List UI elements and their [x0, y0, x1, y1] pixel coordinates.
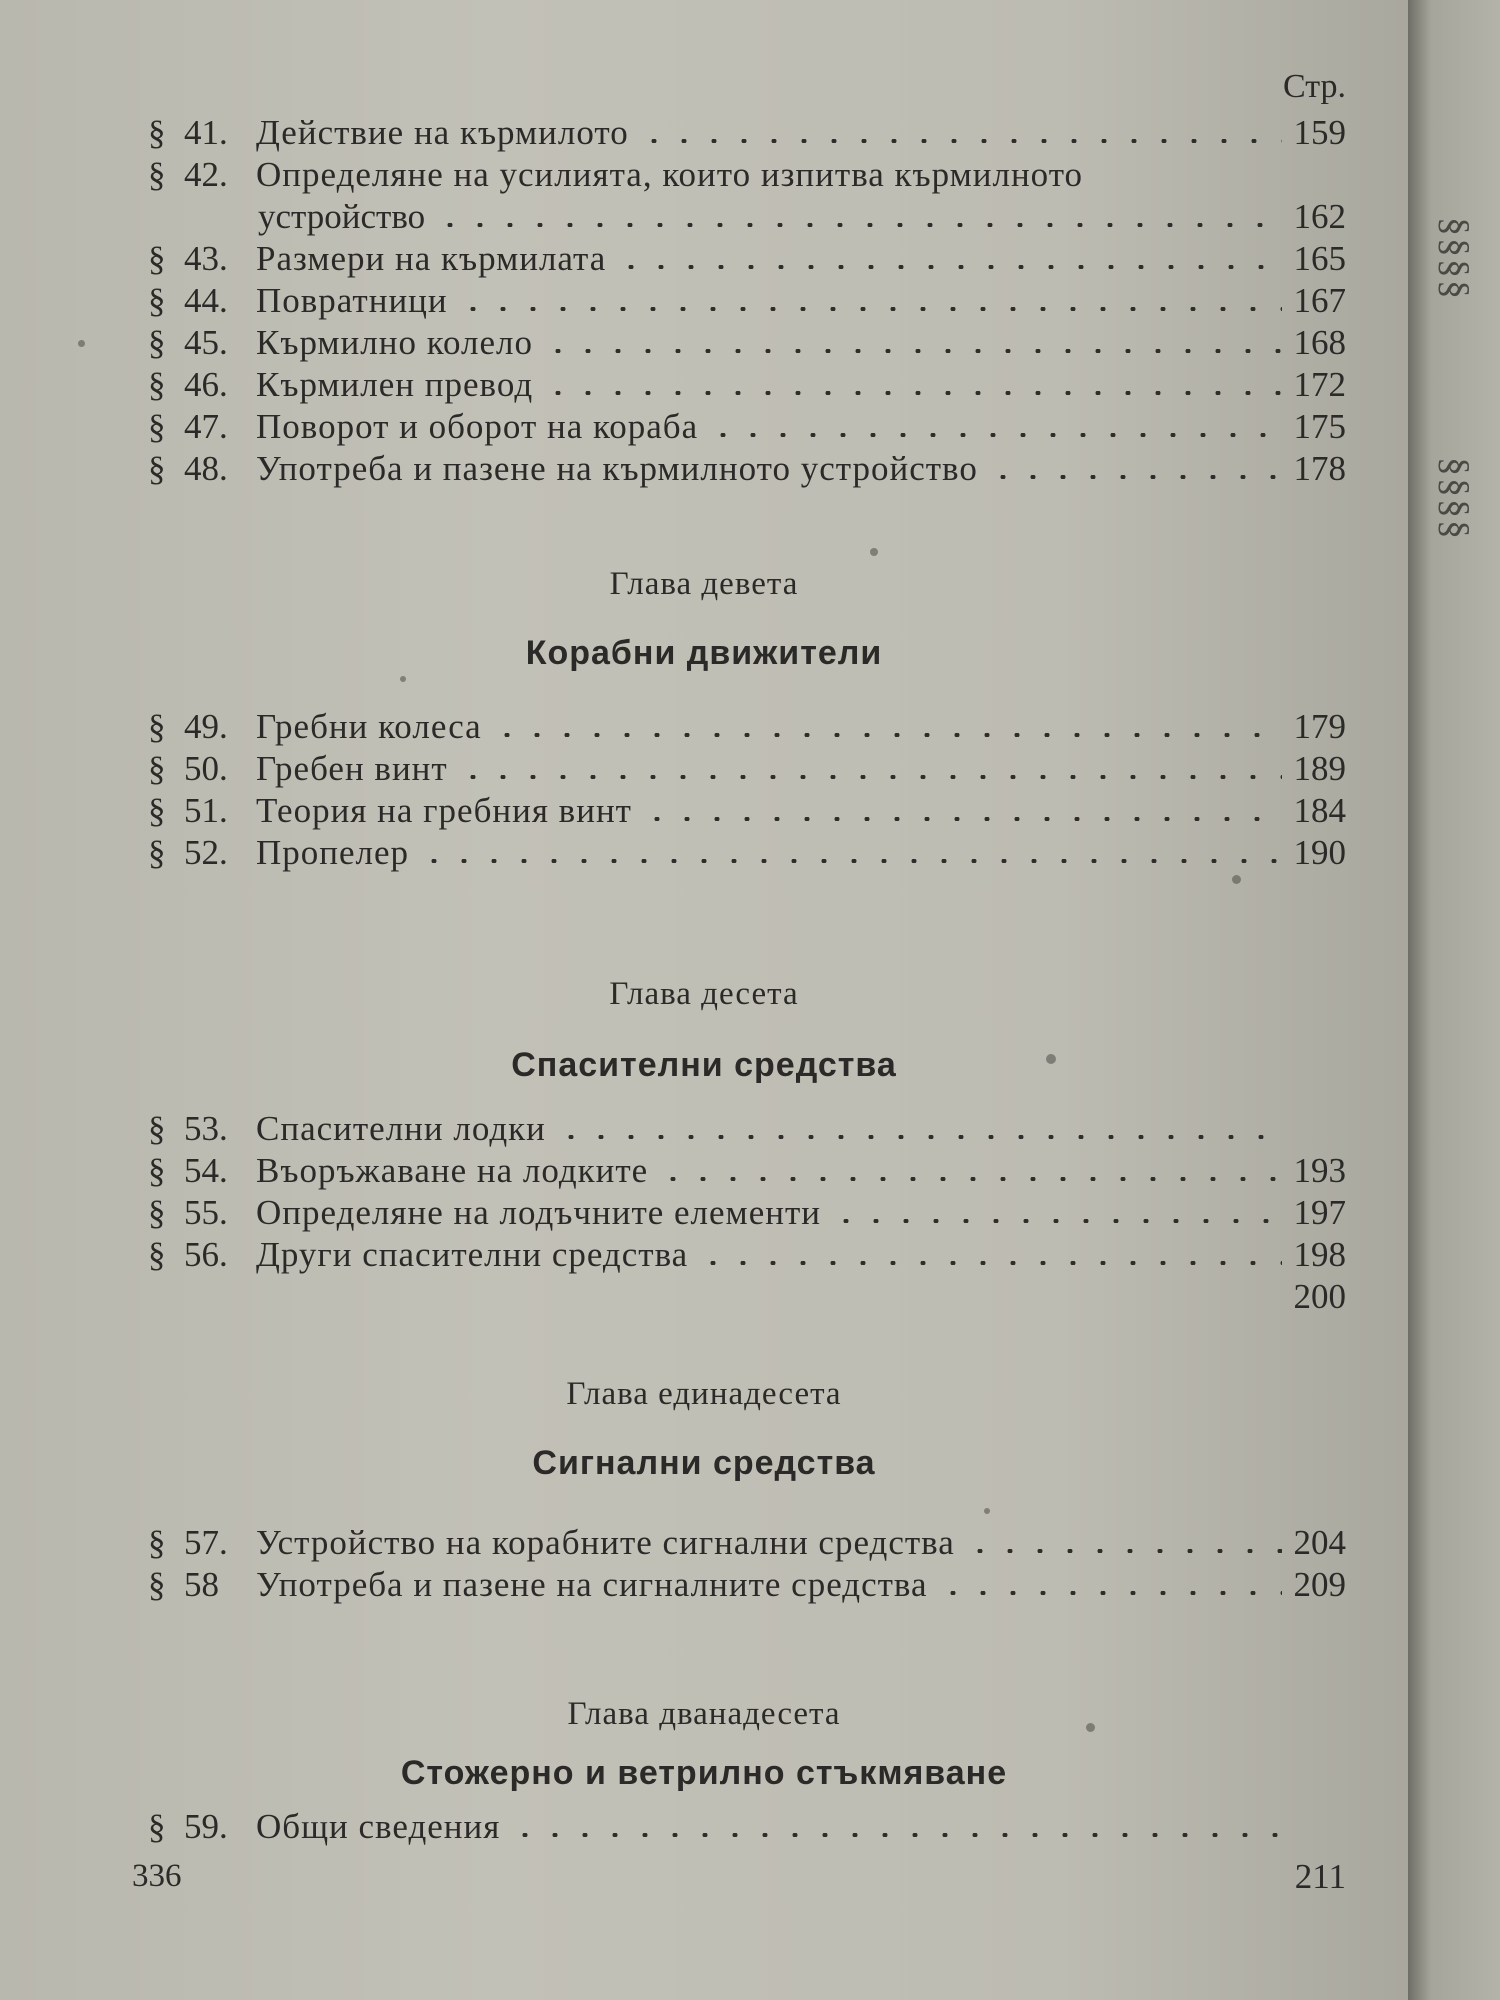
chapter-label: Глава девета [609, 566, 799, 602]
entry-title: Размери на кърмилата [256, 239, 607, 278]
dot-leader [419, 859, 1282, 863]
entry-page: 204 [1293, 1523, 1346, 1562]
page-column-header: Стр. [1282, 68, 1346, 105]
entry-page: 198 [1293, 1235, 1346, 1274]
page-folio-number: 336 [132, 1858, 182, 1894]
entry-title: Устройство на корабните сигнални средства [256, 1523, 955, 1562]
entry-title: Кърмилно колело [256, 323, 533, 362]
toc-entry-42 [148, 154, 1346, 196]
entry-title: Действие на кърмилото [256, 113, 629, 152]
section-sign: § [148, 833, 166, 872]
paper-speck [400, 676, 406, 682]
section-sign: § [148, 791, 166, 830]
toc-entry-42-continued [258, 196, 1346, 238]
toc-entry-56 [148, 1234, 1346, 1276]
dot-leader [642, 817, 1282, 821]
dot-leader [556, 1135, 1282, 1139]
entry-number: 57. [184, 1523, 228, 1562]
entry-title: Други спасителни средства [256, 1235, 689, 1274]
toc-entry-46 [148, 364, 1346, 406]
dot-leader [616, 265, 1282, 269]
dot-leader [435, 223, 1282, 227]
entry-number: 45. [184, 323, 228, 362]
dot-leader [965, 1549, 1282, 1553]
entry-number: 54. [184, 1151, 228, 1190]
toc-entry-54 [148, 1150, 1346, 1192]
entry-number: 46. [184, 365, 228, 404]
chapter-title: Спасителни средства [511, 1046, 897, 1084]
entry-number: 55. [184, 1193, 228, 1232]
dot-leader [458, 775, 1282, 779]
entry-number: 43. [184, 239, 228, 278]
chapter-title: Стожерно и ветрилно стъкмяване [400, 1754, 1008, 1792]
entry-number: 42. [184, 155, 228, 194]
entry-title: Гребен винт [256, 749, 448, 788]
entry-page: 162 [1293, 197, 1346, 236]
entry-title: Гребни колеса [256, 707, 482, 746]
section-sign: § [148, 749, 166, 788]
entry-title: Спасителни лодки [256, 1109, 546, 1148]
dot-leader [492, 733, 1282, 737]
toc-entry-49 [148, 706, 1346, 748]
toc-entry-51 [148, 790, 1346, 832]
entry-page: 189 [1293, 749, 1346, 788]
dot-leader [988, 475, 1282, 479]
dot-leader [543, 391, 1282, 395]
entry-page: 211 [1294, 1857, 1346, 1896]
entry-title: Поворот и оборот на кораба [256, 407, 699, 446]
chapter-label: Глава единадесета [566, 1376, 842, 1412]
entry-page: 172 [1293, 365, 1346, 404]
paper-speck [1086, 1723, 1095, 1732]
entry-number: 56. [184, 1235, 228, 1274]
facing-page-section-marks: §§§§ [1434, 217, 1476, 301]
entry-title: Повратници [256, 281, 448, 320]
section-sign: § [148, 707, 166, 746]
entry-number: 59. [184, 1807, 228, 1846]
entry-page: 209 [1293, 1565, 1346, 1604]
toc-entry-57 [148, 1522, 1346, 1564]
paper-speck [984, 1508, 990, 1514]
entry-number: 48. [184, 449, 228, 488]
dot-leader [698, 1261, 1282, 1265]
dot-leader [510, 1833, 1282, 1837]
section-sign: § [148, 1565, 166, 1604]
entry-number: 41. [184, 113, 228, 152]
entry-number: 44. [184, 281, 228, 320]
section-sign: § [148, 113, 166, 152]
entry-title: Кърмилен превод [256, 365, 534, 404]
section-sign: § [148, 365, 166, 404]
entry-number: 58 [184, 1565, 219, 1604]
entry-number: 52. [184, 833, 228, 872]
entry-number: 51. [184, 791, 228, 830]
toc-entry-44 [148, 280, 1346, 322]
entry-page: 190 [1293, 833, 1346, 872]
section-sign: § [148, 323, 166, 362]
dot-leader [639, 139, 1282, 143]
dot-leader [543, 349, 1282, 353]
section-sign: § [148, 1523, 166, 1562]
facing-page-edge [1408, 0, 1500, 2000]
section-sign: § [148, 155, 166, 194]
section-sign: § [148, 1235, 166, 1274]
toc-entry-50 [148, 748, 1346, 790]
chapter-label: Глава дванадесета [567, 1696, 841, 1732]
entry-page: 175 [1293, 407, 1346, 446]
entry-page: 178 [1293, 449, 1346, 488]
entry-title: Определяне на усилията, които изпитва кърмилното [256, 155, 1084, 194]
section-sign: § [148, 407, 166, 446]
entry-title: Употреба и пазене на кърмилното устройство [256, 449, 978, 488]
entry-page: 184 [1293, 791, 1346, 830]
section-sign: § [148, 1151, 166, 1190]
entry-title: Общи сведения [256, 1807, 501, 1846]
section-sign: § [148, 449, 166, 488]
chapter-title: Корабни движители [525, 634, 883, 672]
entry-number: 53. [184, 1109, 228, 1148]
paper-speck [870, 548, 878, 556]
chapter-title: Сигнални средства [532, 1444, 876, 1482]
dot-leader [831, 1219, 1282, 1223]
toc-entry-52 [148, 832, 1346, 874]
entry-number: 50. [184, 749, 228, 788]
entry-page: 197 [1293, 1193, 1346, 1232]
toc-entry-53 [148, 1108, 1346, 1150]
entry-title: Пропелер [256, 833, 410, 872]
entry-page: 168 [1293, 323, 1346, 362]
entry-title: устройство [258, 197, 426, 236]
toc-entry-55 [148, 1192, 1346, 1234]
entry-page: 200 [1293, 1277, 1346, 1316]
entry-number: 47. [184, 407, 228, 446]
entry-page: 159 [1293, 113, 1346, 152]
toc-entry-41 [148, 112, 1346, 154]
section-sign: § [148, 281, 166, 320]
entry-title: Употреба и пазене на сигналните средства [256, 1565, 928, 1604]
toc-entry-58 [148, 1564, 1346, 1606]
toc-entry-43 [148, 238, 1346, 280]
dot-leader [938, 1591, 1282, 1595]
facing-page-section-marks: §§§§ [1434, 457, 1476, 541]
entry-number: 49. [184, 707, 228, 746]
toc-entry-45 [148, 322, 1346, 364]
chapter-label: Глава десета [609, 976, 799, 1012]
dot-leader [458, 307, 1282, 311]
dot-leader [708, 433, 1282, 437]
entry-title: Въоръжаване на лодките [256, 1151, 649, 1190]
section-sign: § [148, 1193, 166, 1232]
entry-page: 165 [1293, 239, 1346, 278]
entry-title: Определяне на лодъчните елементи [256, 1193, 821, 1232]
section-sign: § [148, 239, 166, 278]
toc-entry-48 [148, 448, 1346, 490]
section-sign: § [148, 1109, 166, 1148]
paper-speck [1046, 1054, 1056, 1064]
paper-speck [1232, 875, 1241, 884]
section-sign: § [148, 1807, 166, 1846]
entry-title: Теория на гребния винт [256, 791, 632, 830]
entry-page: 179 [1293, 707, 1346, 746]
toc-entry-47 [148, 406, 1346, 448]
entry-page: 193 [1293, 1151, 1346, 1190]
toc-entry-56-continued [258, 1276, 1346, 1318]
entry-page: 167 [1293, 281, 1346, 320]
dot-leader [658, 1177, 1282, 1181]
paper-speck [78, 340, 85, 347]
